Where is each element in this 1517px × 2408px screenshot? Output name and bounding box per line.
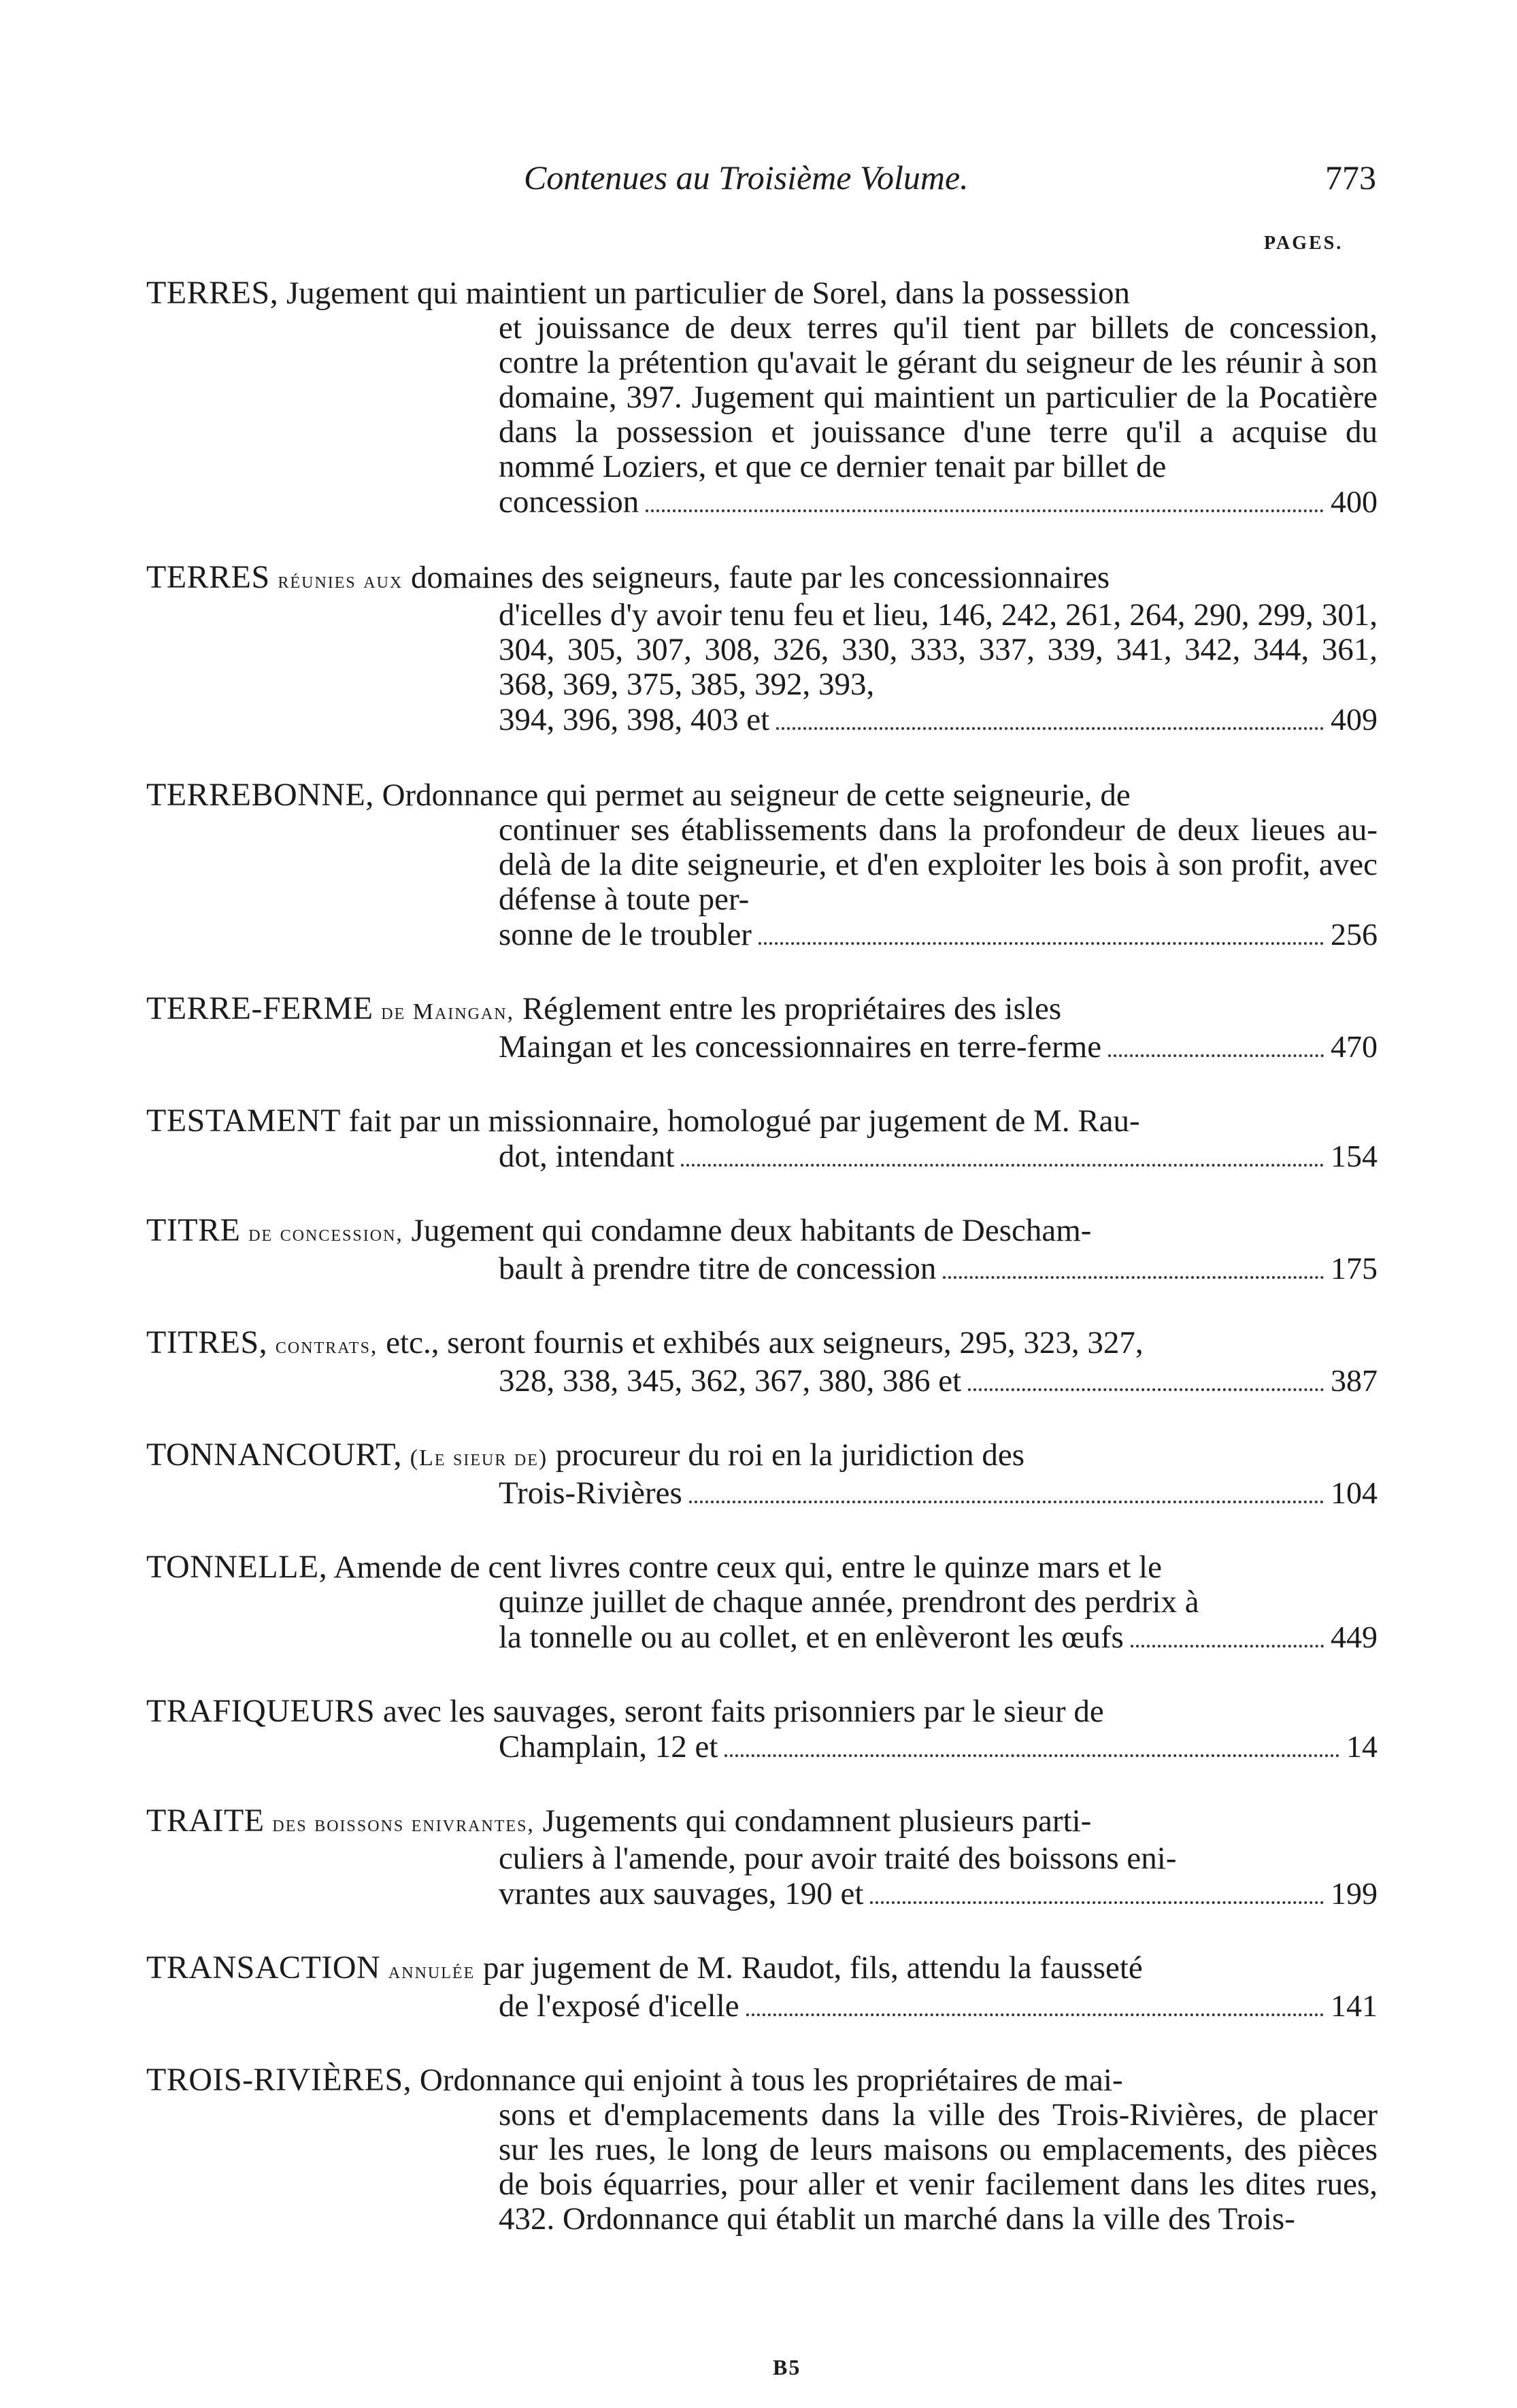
entry-leader-line xyxy=(499,1475,1378,1511)
dot-leader xyxy=(689,1501,1324,1503)
entry-leader-line xyxy=(499,1988,1378,2024)
entry-heading-qualifier: de concession, xyxy=(248,1221,403,1246)
entry-leader-line xyxy=(499,917,1378,953)
dot-leader xyxy=(1108,1054,1324,1057)
entry-text: 328, 338, 345, 362, 367, 380, 386 et xyxy=(499,1363,962,1399)
entry-page-number: 199 xyxy=(1331,1876,1378,1911)
entry-heading: TITRE xyxy=(146,1212,241,1248)
entry-page-number: 409 xyxy=(1331,702,1378,737)
index-entries xyxy=(146,275,1378,2237)
entry-page-number: 387 xyxy=(1331,1363,1378,1398)
entry-page-number: 154 xyxy=(1331,1139,1378,1173)
entry-text: de l'exposé d'icelle xyxy=(499,1988,739,2024)
index-entry xyxy=(146,1803,1378,1912)
entry-first-line xyxy=(146,2062,1378,2098)
entry-heading-qualifier: réunies aux xyxy=(278,568,403,593)
entry-page-number: 256 xyxy=(1331,917,1378,952)
entry-text: Ordonnance qui enjoint à tous les propriétaires de mai- xyxy=(419,2062,1123,2098)
entry-leader-line xyxy=(499,702,1378,738)
index-entry xyxy=(146,1694,1378,1765)
entry-first-line xyxy=(146,1550,1378,1585)
page-number: 773 xyxy=(1325,158,1376,197)
entry-heading-qualifier: (Le sieur de) xyxy=(410,1445,548,1471)
entry-first-line xyxy=(146,275,1378,311)
entry-heading: TRAFIQUEURS xyxy=(146,1693,376,1729)
entry-leader-line xyxy=(499,1139,1378,1175)
entry-first-line xyxy=(146,991,1378,1029)
dot-leader xyxy=(968,1388,1324,1391)
index-entry xyxy=(146,1950,1378,2024)
entry-text: quinze juillet de chaque année, prendront des perdrix à xyxy=(499,1584,1199,1620)
entry-heading: TERRES, xyxy=(146,275,279,311)
entry-first-line xyxy=(146,777,1378,813)
entry-text: Champlain, 12 et xyxy=(499,1729,718,1765)
entry-text: et jouissance de deux terres qu'il tient par billets de concession, contre la prétention qu'avait le gérant du seigneur de les réunir à son domaine, 397. Jugement qui maintient un particulier de la Pocatière dans la possession et jouissance d'une terre qu'il a acquise du nommé Loziers, et que ce dernier tenait par billet de xyxy=(499,310,1378,484)
entry-text: Ordonnance qui permet au seigneur de cette seigneurie, de xyxy=(382,777,1131,813)
index-entry xyxy=(146,1550,1378,1656)
index-entry xyxy=(146,1437,1378,1511)
entry-heading: TRAITE xyxy=(146,1803,265,1839)
entry-text: procureur du roi en la juridiction des xyxy=(555,1437,1025,1473)
dot-leader xyxy=(776,727,1324,730)
entry-first-line xyxy=(146,1213,1378,1251)
entry-text: bault à prendre titre de concession xyxy=(499,1251,937,1286)
entry-heading: TERREBONNE, xyxy=(146,777,374,813)
entry-text: sons et d'emplacements dans la ville des Trois-Rivières, de placer sur les rues, le long de leurs maisons ou emplacements, des pièces de bois équarries, pour aller et venir facilement dans les dites rues, 432. Ordonnance qui établit un marché dans la ville des Trois- xyxy=(499,2097,1378,2237)
index-entry xyxy=(146,275,1378,520)
dot-leader xyxy=(746,2013,1324,2016)
entry-heading-qualifier: contrats, xyxy=(275,1333,378,1358)
index-entry xyxy=(146,991,1378,1065)
entry-page-number: 175 xyxy=(1331,1251,1378,1286)
entry-text: Amende de cent livres contre ceux qui, entre le quinze mars et le xyxy=(333,1550,1162,1585)
dot-leader xyxy=(724,1754,1339,1757)
entry-heading: TESTAMENT xyxy=(146,1103,341,1139)
entry-text: Jugement qui condamne deux habitants de Descham- xyxy=(411,1213,1092,1248)
entry-text: Maingan et les concessionnaires en terre-ferme xyxy=(499,1029,1102,1065)
entry-leader-line xyxy=(499,1876,1378,1912)
dot-leader xyxy=(870,1901,1324,1904)
dot-leader xyxy=(759,942,1324,945)
entry-text: Jugement qui maintient un particulier de Sorel, dans la possession xyxy=(286,275,1130,311)
entry-heading: TERRE-FERME xyxy=(146,990,373,1026)
entry-leader-line xyxy=(499,484,1378,520)
entry-text: dot, intendant xyxy=(499,1139,675,1174)
entry-text: culiers à l'amende, pour avoir traité des boissons eni- xyxy=(499,1841,1177,1876)
entry-first-line xyxy=(146,1437,1378,1475)
entry-page-number: 470 xyxy=(1331,1029,1378,1064)
entry-page-number: 400 xyxy=(1331,484,1378,519)
entry-heading-qualifier: des boissons enivrantes, xyxy=(272,1811,535,1837)
entry-heading: TITRES, xyxy=(146,1324,268,1360)
entry-text: fait par un missionnaire, homologué par jugement de M. Rau- xyxy=(348,1103,1140,1139)
entry-heading: TERRES xyxy=(146,559,270,595)
entry-heading: TROIS-RIVIÈRES, xyxy=(146,2062,412,2098)
index-entry xyxy=(146,1103,1378,1175)
entry-text: concession xyxy=(499,484,639,520)
entry-text: etc., seront fournis et exhibés aux seigneurs, 295, 323, 327, xyxy=(386,1325,1144,1360)
entry-text: d'icelles d'y avoir tenu feu et lieu, 146, 242, 261, 264, 290, 299, 301, 304, 305, 307, 308, 326, 330, 333, 337, 339, 341, 342, 344, 361, 368, 369, 375, 385, 392, 393, xyxy=(499,597,1378,702)
entry-leader-line xyxy=(499,1363,1378,1399)
entry-page-number: 14 xyxy=(1346,1729,1378,1764)
entry-heading-qualifier: annulée xyxy=(388,1958,476,1984)
index-entry xyxy=(146,1213,1378,1287)
entry-text: Réglement entre les propriétaires des isles xyxy=(522,991,1062,1026)
entry-page-number: 141 xyxy=(1331,1988,1378,2023)
entry-leader-line xyxy=(499,1729,1378,1765)
entry-first-line xyxy=(146,1325,1378,1363)
entry-text: sonne de le troubler xyxy=(499,917,752,952)
entry-heading: TONNELLE, xyxy=(146,1549,328,1585)
index-entry xyxy=(146,777,1378,953)
entry-heading: TRANSACTION xyxy=(146,1950,381,1986)
signature-mark: B5 xyxy=(773,2355,801,2379)
entry-leader-line xyxy=(499,1251,1378,1287)
entry-first-line xyxy=(146,560,1378,598)
entry-page-number: 449 xyxy=(1331,1620,1378,1654)
index-entry xyxy=(146,2062,1378,2237)
pages-column-label: PAGES. xyxy=(1264,233,1344,254)
entry-first-line xyxy=(146,1950,1378,1988)
running-header xyxy=(0,158,1517,208)
entry-leader-line xyxy=(499,1029,1378,1065)
entry-heading-qualifier: de Maingan, xyxy=(381,999,515,1024)
entry-page-number: 104 xyxy=(1331,1475,1378,1510)
entry-leader-line xyxy=(499,1620,1378,1656)
entry-text: avec les sauvages, seront faits prisonniers par le sieur de xyxy=(382,1694,1104,1729)
entry-text: la tonnelle ou au collet, et en enlèveront les œufs xyxy=(499,1620,1124,1655)
index-entry xyxy=(146,560,1378,738)
entry-heading: TONNANCOURT, xyxy=(146,1437,403,1473)
entry-text: Trois-Rivières xyxy=(499,1475,682,1511)
entry-text: Jugements qui condamnent plusieurs parti- xyxy=(542,1803,1092,1839)
entry-first-line xyxy=(146,1103,1378,1139)
dot-leader xyxy=(646,509,1324,512)
entry-text: continuer ses établissements dans la profondeur de deux lieues au-delà de la dite seigneurie, et d'en exploiter les bois à son profit, avec défense à toute per- xyxy=(499,812,1378,917)
entry-text: par jugement de M. Raudot, fils, attendu la fausseté xyxy=(482,1950,1143,1986)
entry-text: 394, 396, 398, 403 et xyxy=(499,702,770,737)
entry-text: domaines des seigneurs, faute par les concessionnaires xyxy=(411,560,1110,595)
index-entry xyxy=(146,1325,1378,1399)
dot-leader xyxy=(943,1276,1324,1279)
entry-first-line xyxy=(146,1803,1378,1841)
entry-first-line xyxy=(146,1694,1378,1729)
entry-text: vrantes aux sauvages, 190 et xyxy=(499,1876,864,1911)
running-title: Contenues au Troisième Volume. xyxy=(524,158,969,197)
dot-leader xyxy=(681,1164,1324,1167)
dot-leader xyxy=(1131,1645,1324,1648)
